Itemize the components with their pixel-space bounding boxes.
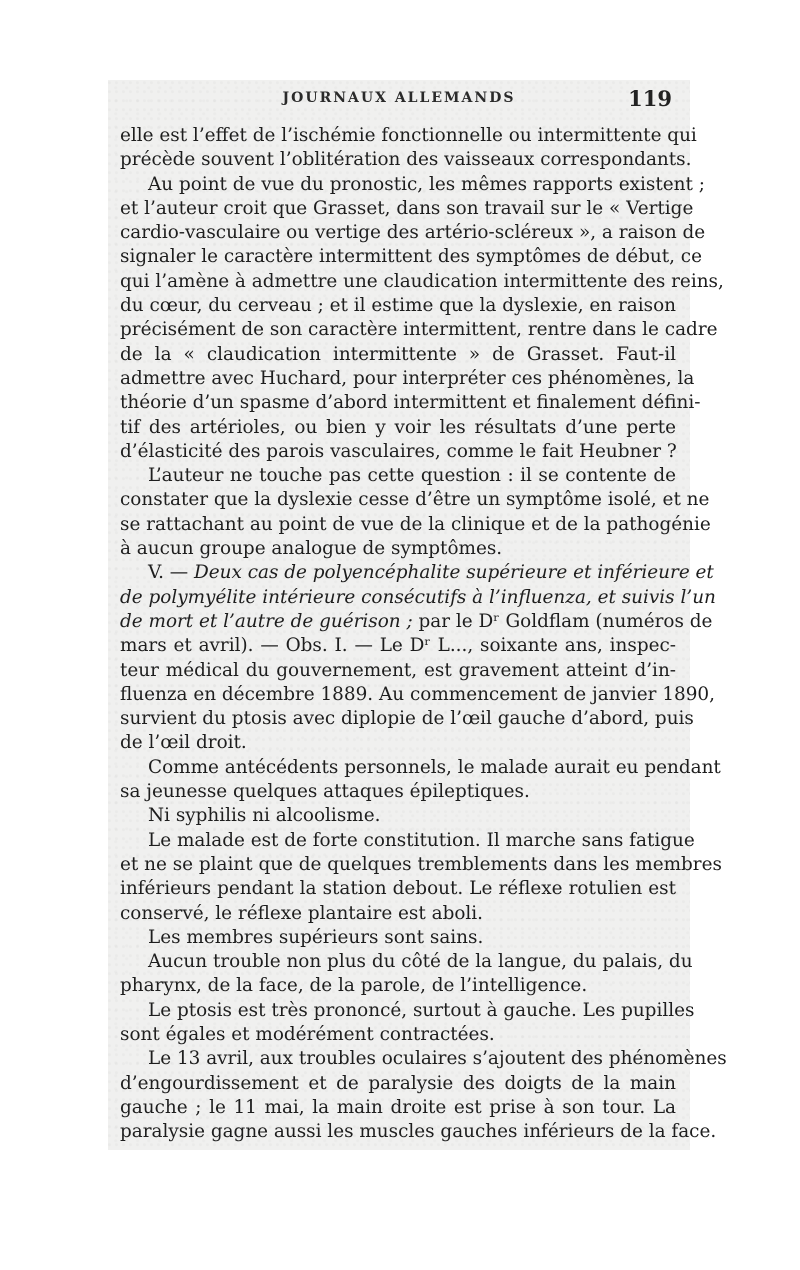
text-line-segment: de mort et l’autre de guérison ; [120,610,413,632]
page-header [118,88,680,114]
text-line: Au point de vue du pronostic, les mêmes rapports existent ; [148,173,705,195]
text-line: paralysie gagne aussi les muscles gauches inférieurs de la face. [120,1121,717,1143]
text-line: teur médical du gouvernement, est gravement atteint d’in- [120,659,676,681]
text-line: à aucun groupe analogue de symptômes. [120,538,503,560]
text-line: de l’œil droit. [120,732,247,754]
text-line: sa jeunesse quelques attaques épileptiques. [120,781,530,803]
text-line: survient du ptosis avec diplopie de l’œil gauche d’abord, puis [120,708,694,730]
text-line: se rattachant au point de vue de la clinique et de la pathogénie [120,513,711,535]
text-line: Le ptosis est très prononcé, surtout à gauche. Les pupilles [148,999,695,1021]
text-line: admettre avec Huchard, pour interpréter ces phénomènes, la [120,367,695,389]
text-line: Le malade est de forte constitution. Il marche sans fatigue [148,829,695,851]
text-line: elle est l’effet de l’ischémie fonctionnelle ou intermittente qui [120,125,697,146]
text-line: Le 13 avril, aux troubles oculaires s’ajoutent des phénomènes [148,1048,727,1070]
text-line: sont égales et modérément contractées. [120,1023,495,1045]
text-line: d’élasticité des parois vasculaires, comme le fait Heubner ? [120,440,677,462]
text-line: inférieurs pendant la station debout. Le réflexe rotulien est [120,878,676,900]
text-line: L’auteur ne touche pas cette question : il se contente de [148,465,676,487]
text-line: cardio-vasculaire ou vertige des artério-scléreux », a raison de [120,222,706,244]
text-line: fluenza en décembre 1889. Au commencement de janvier 1890, [120,683,715,705]
text-line: pharynx, de la face, de la parole, de l’intelligence. [120,975,588,997]
text-line-segment: de polymyélite intérieure consécutifs à l’influenza, et suivis l’un [120,586,716,608]
text-line-segment: V. — [148,562,194,584]
text-line: tif des artérioles, ou bien y voir les résultats d’une perte [120,416,676,438]
text-line: mars et avril). — Obs. I. — Le Dʳ L..., soixante ans, inspec- [120,635,676,657]
text-line [120,610,713,634]
body-text [120,124,727,1144]
text-line: Ni syphilis ni alcoolisme. [148,805,381,827]
text-line: précisément de son caractère intermittent, rentre dans le cadre [120,319,718,341]
text-line: qui l’amène à admettre une claudication intermittente des reins, [120,270,724,292]
text-line: précède souvent l’oblitération des vaisseaux correspondants. [120,149,692,171]
text-line: Les membres supérieurs sont sains. [148,926,484,948]
running-head: JOURNAUX ALLEMANDS [282,90,516,106]
text-line [120,561,714,585]
text-line: d’engourdissement et de paralysie des doigts de la main [120,1072,676,1094]
text-line-segment: Deux cas de polyencéphalite supérieure et inférieure et [194,562,714,584]
text-line: Comme antécédents personnels, le malade aurait eu pendant [148,756,721,778]
text-line: et ne se plaint que de quelques tremblements dans les membres [120,853,722,875]
text-line [120,586,716,610]
text-line: conservé, le réflexe plantaire est aboli. [120,902,484,924]
page-number: 119 [628,86,672,111]
text-line: du cœur, du cerveau ; et il estime que la dyslexie, en raison [120,295,676,317]
text-line: signaler le caractère intermittent des symptômes de début, ce [120,246,702,268]
text-line: et l’auteur croit que Grasset, dans son travail sur le « Vertige [120,197,694,219]
text-line: Aucun trouble non plus du côté de la langue, du palais, du [148,951,693,973]
text-line-segment: par le Dʳ Goldflam (numéros de [412,610,713,632]
text-line: de la « claudication intermittente » de Grasset. Faut-il [120,343,676,365]
text-line: gauche ; le 11 mai, la main droite est prise à son tour. La [120,1096,676,1118]
text-line: théorie d’un spasme d’abord intermittent et finalement défini- [120,392,701,414]
text-line: constater que la dyslexie cesse d’être un symptôme isolé, et ne [120,489,710,511]
